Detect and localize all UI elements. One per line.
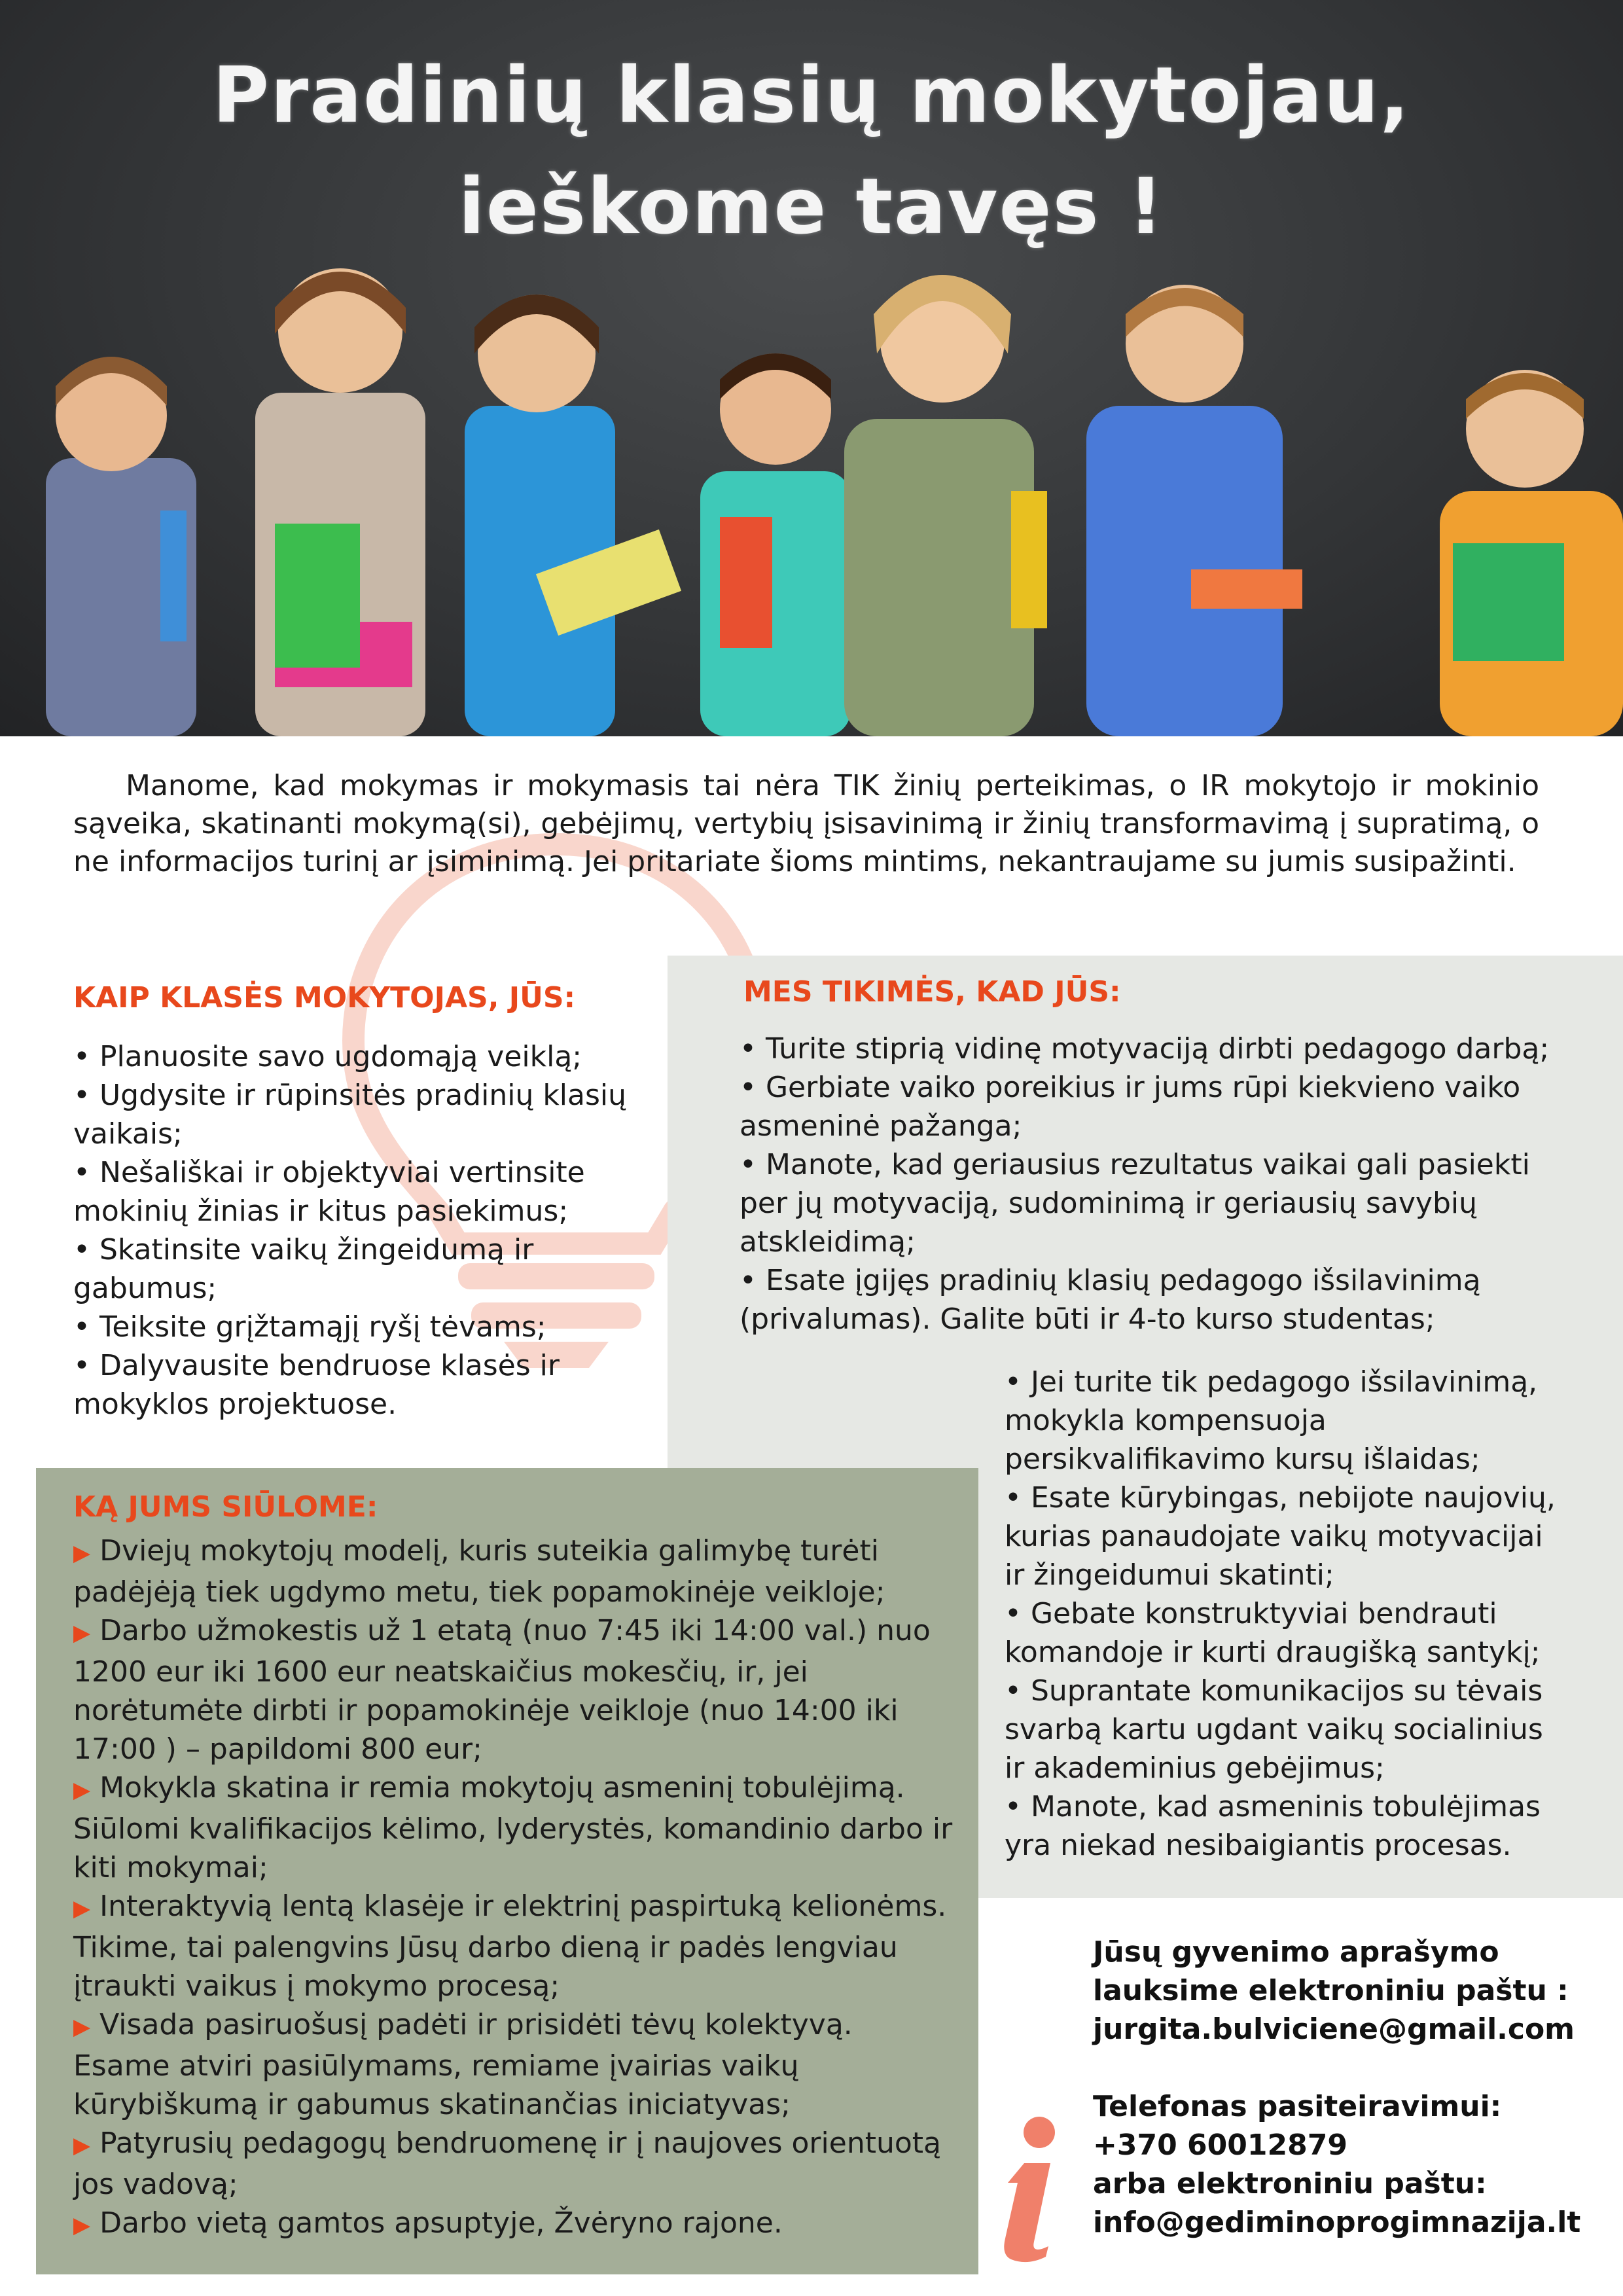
list-item: ▶ Dviejų mokytojų modelį, kuris suteikia galimybę turėti padėjėją tiek ugdymo metu, tiek popamokinėje veikloje; — [73, 1534, 885, 1609]
list-item: • Esate įgijęs pradinių klasių pedagogo išsilavinimą (privalumas). Galite būti ir 4-to kurso studentas; — [740, 1264, 1481, 1336]
list-item: • Manote, kad asmeninis tobulėjimas yra niekad nesibaigiantis procesas. — [1005, 1790, 1541, 1862]
offer-list — [73, 1532, 957, 2245]
list-item: ▶ Visada pasiruošusį padėti ir prisidėti tėvų kolektyvą. Esame atviri pasiūlymams, remiame įvairias vaikų kūrybiškumą ir gabumus skatinančias iniciatyvas; — [73, 2008, 853, 2121]
triangle-bullet-icon: ▶ — [73, 1777, 91, 1803]
expect-list — [740, 1030, 1564, 1338]
triangle-bullet-icon: ▶ — [73, 1620, 91, 1646]
child-figure — [465, 295, 681, 736]
list-item: ▶ Darbo vietą gamtos apsuptyje, Žvėryno rajone. — [73, 2206, 783, 2240]
intro-paragraph: Manome, kad mokymas ir mokymasis tai nėra TIK žinių perteikimas, o IR mokytojo ir mokinio sąveika, skatinanti mokymą(si), gebėjimų, vertybių įsisavinimą ir žinių transformavimą į supratimą, o ne informacijos turinį ar įsiminimą. Jei pritariate šioms mintims, nekantraujame su jumis susipažinti. — [73, 769, 1539, 878]
contact-email[interactable]: jurgita.bulviciene@gmail.com — [1093, 2013, 1575, 2046]
triangle-bullet-icon: ▶ — [73, 1540, 91, 1566]
child-figure — [1086, 285, 1302, 736]
list-item: • Gerbiate vaiko poreikius ir jums rūpi kiekvieno vaiko asmeninė pažanga; — [740, 1071, 1521, 1143]
teacher-list — [73, 1037, 630, 1424]
contact-block — [1093, 1933, 1616, 2242]
triangle-bullet-icon: ▶ — [73, 1895, 91, 1922]
list-item: • Suprantate komunikacijos su tėvais svarbą kartu ugdant vaikų socialinius ir akademinius gebėjimus; — [1005, 1674, 1543, 1785]
contact-email[interactable]: info@gediminoprogimnazija.lt — [1093, 2206, 1581, 2239]
child-figure — [700, 353, 851, 736]
offer-heading: KĄ JUMS SIŪLOME: — [73, 1490, 378, 1524]
list-item: • Planuosite savo ugdomąją veiklą; — [73, 1040, 582, 1073]
contact-line: Jūsų gyvenimo aprašymo — [1093, 1935, 1499, 1969]
contact-line: lauksime elektroniniu paštu : — [1093, 1974, 1569, 2007]
spacer — [1093, 2049, 1616, 2087]
child-figure — [844, 275, 1047, 736]
contact-line: arba elektroniniu paštu: — [1093, 2167, 1487, 2200]
teacher-heading: KAIP KLASĖS MOKYTOJAS, JŪS: — [73, 981, 576, 1014]
page-title — [0, 39, 1623, 262]
title-line-2: ieškome tavęs ! — [458, 161, 1165, 251]
list-item: • Dalyvausite bendruose klasės ir mokyklos projektuose. — [73, 1349, 560, 1421]
child-figure — [1440, 370, 1623, 736]
list-item: • Nešališkai ir objektyviai vertinsite mokinių žinias ir kitus pasiekimus; — [73, 1156, 585, 1228]
list-item: • Teiksite grįžtamąjį ryšį tėvams; — [73, 1310, 546, 1344]
list-item: • Manote, kad geriausius rezultatus vaikai gali pasiekti per jų motyvaciją, sudominimą ir geriausių savybių atskleidimą; — [740, 1148, 1530, 1259]
list-item: • Jei turite tik pedagogo išsilavinimą, mokykla kompensuoja persikvalifikavimo kursų išlaidas; — [1005, 1365, 1538, 1476]
expect-list-continued — [1005, 1363, 1561, 1865]
child-figure — [255, 268, 425, 736]
list-item: ▶ Darbo užmokestis už 1 etatą (nuo 7:45 iki 14:00 val.) nuo 1200 eur iki 1600 eur neatskaičius mokesčių, ir, jei norėtumėte dirbti ir popamokinėje veikloje (nuo 14:00 iki 17:00 ) – papildomi 800 eur; — [73, 1614, 931, 1766]
contact-line: Telefonas pasiteiravimui: — [1093, 2090, 1502, 2123]
list-item: • Esate kūrybingas, nebijote naujovių, kurias panaudojate vaikų motyvacijai ir žingeidumui skatinti; — [1005, 1481, 1556, 1592]
list-item: • Skatinsite vaikų žingeidumą ir gabumus; — [73, 1233, 534, 1305]
child-figure — [46, 357, 196, 736]
list-item: ▶ Mokykla skatina ir remia mokytojų asmeninį tobulėjimą. Siūlomi kvalifikacijos kėlimo, lyderystės, komandinio darbo ir kiti mokymai; — [73, 1771, 953, 1884]
list-item: • Turite stiprią vidinę motyvaciją dirbti pedagogo darbą; — [740, 1032, 1550, 1066]
triangle-bullet-icon: ▶ — [73, 2132, 91, 2159]
info-icon — [988, 2114, 1067, 2265]
title-line-1: Pradinių klasių mokytojau, — [212, 50, 1411, 140]
expect-heading: MES TIKIMĖS, KAD JŪS: — [743, 975, 1121, 1009]
list-item: ▶ Patyrusių pedagogų bendruomenę ir į naujoves orientuotą jos vadovą; — [73, 2126, 941, 2201]
triangle-bullet-icon: ▶ — [73, 2212, 91, 2238]
contact-phone[interactable]: +370 60012879 — [1093, 2128, 1347, 2162]
list-item: • Ugdysite ir rūpinsitės pradinių klasių vaikais; — [73, 1079, 627, 1151]
hero-banner — [0, 0, 1623, 736]
triangle-bullet-icon: ▶ — [73, 2014, 91, 2040]
list-item: ▶ Interaktyvią lentą klasėje ir elektrinį paspirtuką kelionėms. Tikime, tai palengvins Jūsų darbo dieną ir padės lengviau įtraukti vaikus į mokymo procesą; — [73, 1890, 947, 2003]
list-item: • Gebate konstruktyviai bendrauti komandoje ir kurti draugišką santykį; — [1005, 1597, 1541, 1669]
